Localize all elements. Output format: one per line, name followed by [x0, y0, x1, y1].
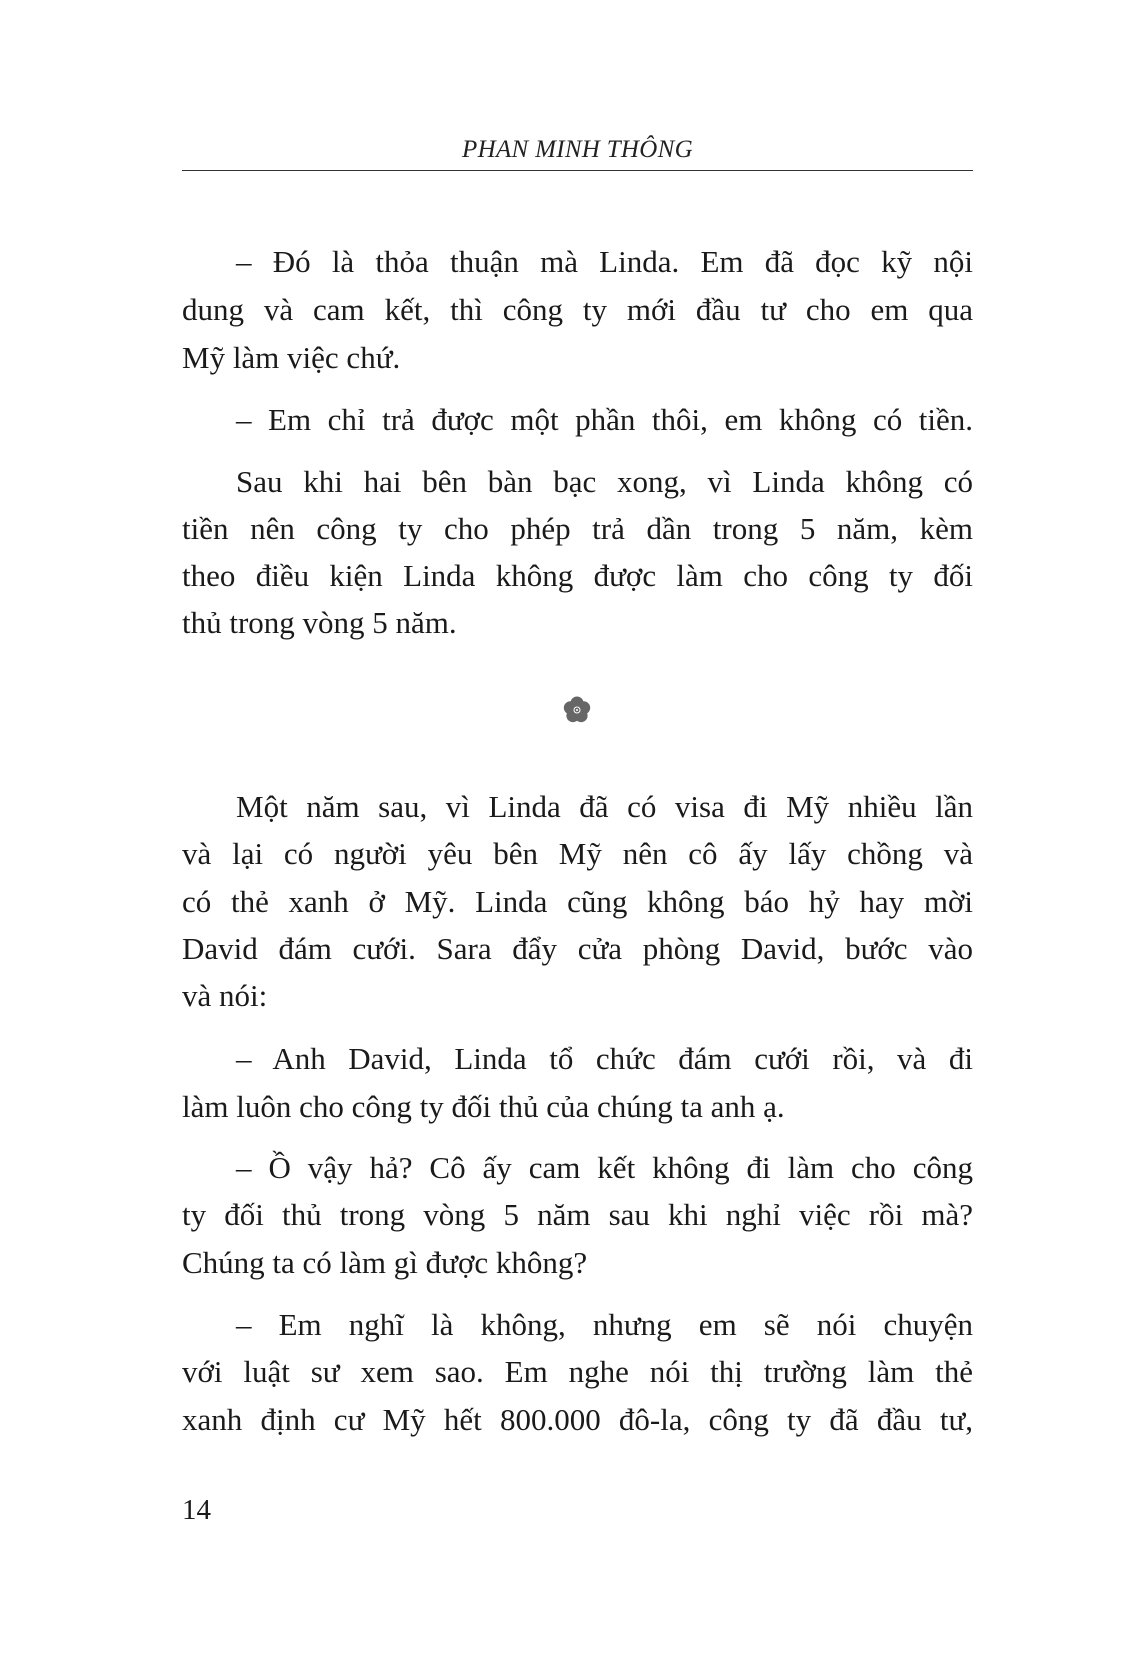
text-line: Mỹ làm việc chứ.	[182, 340, 401, 375]
text-line: Chúng ta có làm gì được không?	[182, 1245, 588, 1280]
text-line: – Em nghĩ là không, nhưng em sẽ nói chuyện	[236, 1307, 973, 1342]
running-header: PHAN MINH THÔNG	[462, 136, 693, 163]
text-line: – Ồ vậy hả? Cô ấy cam kết không đi làm cho công	[236, 1150, 973, 1185]
page-number: 14	[182, 1494, 211, 1526]
text-line: và nói:	[182, 978, 268, 1013]
text-line: David đám cưới. Sara đẩy cửa phòng David, bước vào	[182, 931, 973, 966]
text-line: làm luôn cho công ty đối thủ của chúng ta anh ạ.	[182, 1089, 785, 1124]
header-rule	[182, 170, 973, 171]
text-line: và lại có người yêu bên Mỹ nên cô ấy lấy chồng và	[182, 836, 973, 871]
text-line: với luật sư xem sao. Em nghe nói thị trường làm thẻ	[182, 1354, 973, 1389]
text-line: – Anh David, Linda tổ chức đám cưới rồi, và đi	[236, 1041, 973, 1076]
text-line: thủ trong vòng 5 năm.	[182, 605, 457, 640]
text-line: xanh định cư Mỹ hết 800.000 đô-la, công ty đã đầu tư,	[182, 1402, 973, 1437]
text-line: dung và cam kết, thì công ty mới đầu tư cho em qua	[182, 292, 973, 327]
flower-icon	[562, 695, 592, 725]
text-line: – Đó là thỏa thuận mà Linda. Em đã đọc kỹ nội	[236, 244, 973, 279]
text-line: ty đối thủ trong vòng 5 năm sau khi nghỉ việc rồi mà?	[182, 1197, 973, 1232]
text-line: – Em chỉ trả được một phần thôi, em không có tiền.	[236, 402, 973, 437]
text-line: Một năm sau, vì Linda đã có visa đi Mỹ nhiều lần	[236, 789, 973, 824]
text-line: có thẻ xanh ở Mỹ. Linda cũng không báo hỷ hay mời	[182, 884, 973, 919]
text-line: theo điều kiện Linda không được làm cho công ty đối	[182, 558, 973, 593]
text-line: Sau khi hai bên bàn bạc xong, vì Linda không có	[236, 464, 973, 499]
text-line: tiền nên công ty cho phép trả dần trong 5 năm, kèm	[182, 511, 973, 546]
